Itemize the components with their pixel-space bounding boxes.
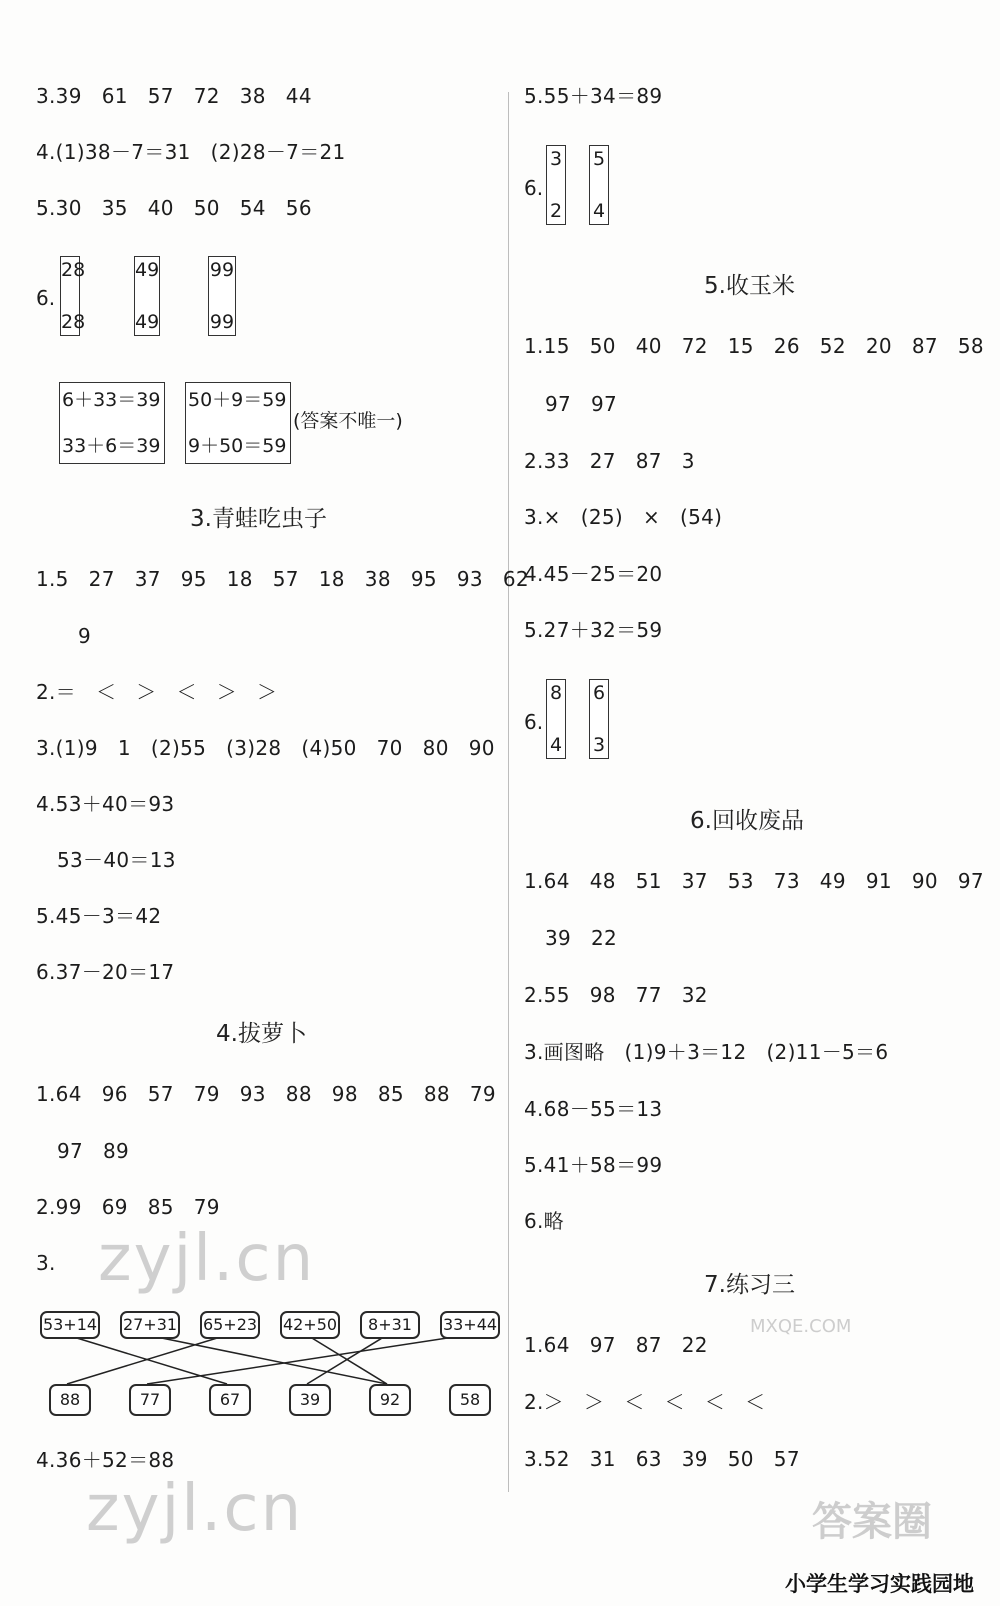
answer-line: 1.15 50 40 72 15 26 52 20 87 58 <box>524 334 984 358</box>
section-title: 6.回收废品 <box>690 808 804 834</box>
answer-box <box>589 679 609 759</box>
answer-line: 5.41＋58＝99 <box>524 1153 663 1177</box>
expression-box: 65+23 <box>200 1311 260 1339</box>
answer-line: 2.99 69 85 79 <box>36 1195 220 1219</box>
answer-line: 3.× (25) × (54) <box>524 505 723 529</box>
box-bottom-value: 99 <box>209 311 235 333</box>
section-title: 7.练习三 <box>704 1272 795 1298</box>
equation: 50＋9＝59 <box>188 389 287 411</box>
answer-line: 5.55＋34＝89 <box>524 84 663 108</box>
answer-box <box>589 145 609 225</box>
answer-line: 5.30 35 40 50 54 56 <box>36 196 312 220</box>
expression-box: 33+44 <box>440 1311 500 1339</box>
equation: 33＋6＝39 <box>62 435 161 457</box>
answer-line: 1.64 96 57 79 93 88 98 85 88 79 <box>36 1082 496 1106</box>
answer-line: 3.画图略 (1)9＋3＝12 (2)11－5＝6 <box>524 1040 889 1064</box>
page-footer: 小学生学习实践园地 <box>785 1572 974 1596</box>
equation: 9＋50＝59 <box>188 435 287 457</box>
answer-line: 97 89 <box>57 1139 130 1163</box>
answer-line: 2.55 98 77 32 <box>524 983 708 1007</box>
answer-line: 3.(1)9 1 (2)55 (3)28 (4)50 70 80 90 <box>36 736 495 760</box>
box-bottom-value: 4 <box>549 734 563 756</box>
answer-line: 97 97 <box>545 392 618 416</box>
watermark-stamp: 答案圈 <box>812 1499 932 1545</box>
expression-box: 42+50 <box>280 1311 340 1339</box>
box-bottom-value: 2 <box>549 200 563 222</box>
watermark-text: zyjl.cn <box>86 1472 304 1546</box>
answer-line: 3.52 31 63 39 50 57 <box>524 1447 800 1471</box>
answer-line: 1.64 97 87 22 <box>524 1333 708 1357</box>
box-bottom-value: 28 <box>61 311 86 333</box>
answer-line: 53－40＝13 <box>57 848 176 872</box>
answer-line: 3.39 61 57 72 38 44 <box>36 84 312 108</box>
section-title: 4.拔萝卜 <box>216 1021 307 1047</box>
watermark-text: zyjl.cn <box>98 1222 316 1296</box>
answer-line: 4.68－55＝13 <box>524 1097 663 1121</box>
answer-value-box: 67 <box>209 1384 251 1416</box>
answer-value-box: 77 <box>129 1384 171 1416</box>
answer-line: 4.45－25＝20 <box>524 562 663 586</box>
answer-line: 4.53＋40＝93 <box>36 792 175 816</box>
answer-line: 2.＝ ＜ ＞ ＜ ＞ ＞ <box>36 680 278 704</box>
box-top-value: 3 <box>549 148 563 170</box>
answer-line: 6.略 <box>524 1209 564 1233</box>
section-title: 3.青蛙吃虫子 <box>190 506 327 532</box>
question-number: 6. <box>36 286 56 310</box>
section-title: 5.收玉米 <box>704 273 795 299</box>
answer-line: 5.45－3＝42 <box>36 904 162 928</box>
box-top-value: 28 <box>61 259 86 281</box>
question-number: 6. <box>524 176 544 200</box>
answer-line: 39 22 <box>545 926 618 950</box>
box-top-value: 5 <box>592 148 606 170</box>
box-bottom-value: 49 <box>135 311 160 333</box>
answer-line: 2.33 27 87 3 <box>524 449 695 473</box>
equation: 6＋33＝39 <box>62 389 161 411</box>
expression-box: 53+14 <box>40 1311 100 1339</box>
answer-line: 4.(1)38－7＝31 (2)28－7＝21 <box>36 140 346 164</box>
answer-line: 5.27＋32＝59 <box>524 618 663 642</box>
box-top-value: 8 <box>549 682 563 704</box>
answer-value-box: 88 <box>49 1384 91 1416</box>
match-line <box>147 1335 467 1384</box>
expression-box: 27+31 <box>120 1311 180 1339</box>
answer-line: 1.64 48 51 37 53 73 49 91 90 97 <box>524 869 984 893</box>
answer-note: (答案不唯一) <box>293 410 403 432</box>
answer-line: 2.＞ ＞ ＜ ＜ ＜ ＜ <box>524 1390 766 1414</box>
answer-value-box: 39 <box>289 1384 331 1416</box>
answer-box <box>546 679 566 759</box>
answer-line: 6.37－20＝17 <box>36 960 175 984</box>
watermark-stamp-sub: MXQE.COM <box>750 1316 852 1337</box>
box-top-value: 6 <box>592 682 606 704</box>
box-bottom-value: 3 <box>592 734 606 756</box>
question-number: 6. <box>524 710 544 734</box>
match-line <box>147 1335 387 1384</box>
answer-box <box>546 145 566 225</box>
answer-line: 9 <box>78 624 92 648</box>
answer-line: 3. <box>36 1251 56 1275</box>
answer-value-box: 92 <box>369 1384 411 1416</box>
answer-line: 4.36＋52＝88 <box>36 1448 175 1472</box>
box-top-value: 49 <box>135 259 160 281</box>
box-top-value: 99 <box>209 259 235 281</box>
box-bottom-value: 4 <box>592 200 606 222</box>
answer-line: 1.5 27 37 95 18 57 18 38 95 93 62 <box>36 567 529 591</box>
expression-box: 8+31 <box>360 1311 420 1339</box>
answer-value-box: 58 <box>449 1384 491 1416</box>
